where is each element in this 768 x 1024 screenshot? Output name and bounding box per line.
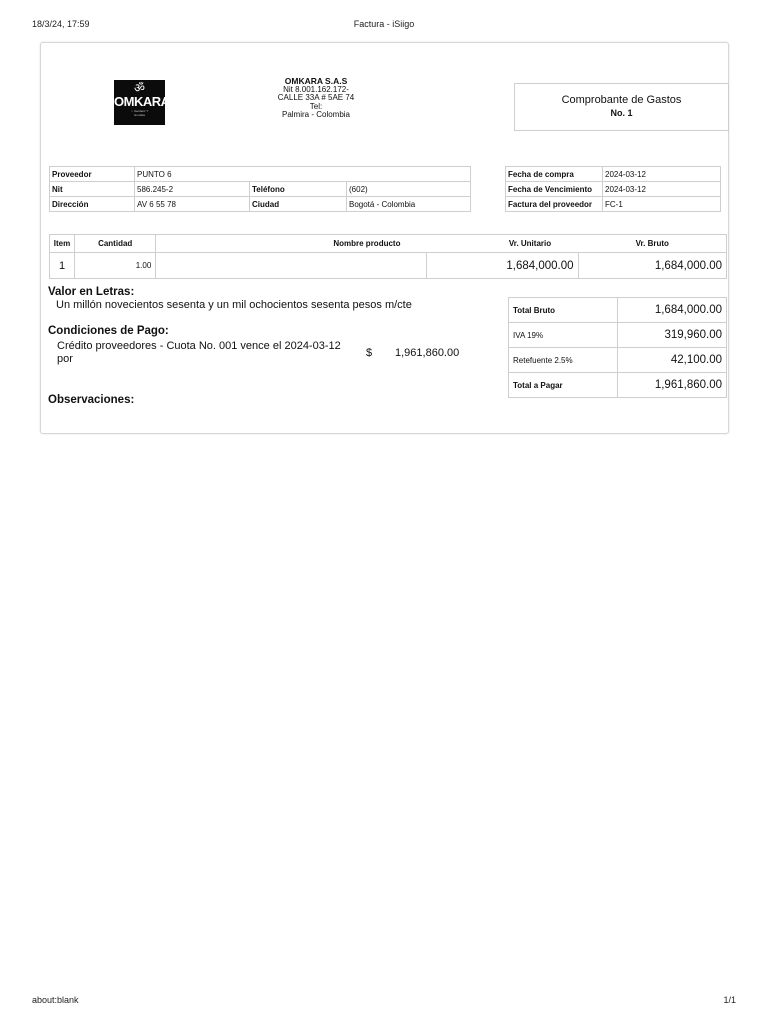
fecha-compra-value: 2024-03-12 (603, 167, 721, 182)
document-type: Comprobante de Gastos (561, 94, 682, 106)
logo-tagline-2: la metta (134, 113, 145, 117)
condiciones-currency: $ (366, 347, 373, 359)
print-footer-url: about:blank (32, 995, 79, 1005)
valor-letras-label: Valor en Letras: (48, 286, 135, 298)
col-unitario-header: Vr. Unitario (480, 235, 580, 252)
row-producto (156, 253, 427, 279)
condiciones-label: Condiciones de Pago: (48, 325, 169, 337)
totals-table (508, 297, 727, 398)
company-phone: Tel: (309, 101, 323, 111)
row-unitario: 1,684,000.00 (427, 253, 578, 279)
company-city: Palmira - Colombia (281, 110, 351, 120)
condiciones-amount: 1,961,860.00 (395, 347, 460, 359)
items-table (49, 234, 727, 279)
proveedor-label: Proveedor (50, 167, 135, 182)
company-info (241, 77, 391, 120)
print-page-count: 1/1 (723, 995, 736, 1005)
total-pagar-label: Total a Pagar (509, 373, 618, 398)
document-number: No. 1 (610, 108, 633, 118)
col-item-header: Item (50, 235, 75, 253)
retefuente-label: Retefuente 2.5% (509, 348, 618, 373)
supplier-table (49, 166, 471, 212)
om-symbol-icon: ॐ (134, 81, 145, 95)
telefono-label: Teléfono (250, 182, 347, 197)
iva-value: 319,960.00 (618, 323, 727, 348)
retefuente-value: 42,100.00 (618, 348, 727, 373)
dates-table (505, 166, 721, 212)
ciudad-label: Ciudad (250, 197, 347, 212)
company-logo (114, 80, 170, 125)
print-datetime: 18/3/24, 17:59 (32, 19, 90, 29)
nit-value: 586.245-2 (135, 182, 250, 197)
iva-label: IVA 19% (509, 323, 618, 348)
telefono-value: (602) (347, 182, 471, 197)
row-item: 1 (50, 253, 75, 279)
condiciones-line1: Crédito proveedores - Cuota No. 001 vence el 2024-03-12 (57, 340, 341, 352)
total-bruto-row (509, 298, 727, 323)
fecha-vencimiento-value: 2024-03-12 (603, 182, 721, 197)
iva-row (509, 323, 727, 348)
col-bruto-header: Vr. Bruto (578, 235, 726, 253)
invoice-card (40, 42, 729, 434)
total-pagar-row (509, 373, 727, 398)
ciudad-value: Bogotá - Colombia (347, 197, 471, 212)
logo-text: OMKARA (114, 94, 170, 109)
direccion-label: Dirección (50, 197, 135, 212)
company-address: CALLE 33A # 5AE 74 (277, 93, 355, 103)
table-row (50, 253, 727, 279)
factura-proveedor-value: FC-1 (603, 197, 721, 212)
total-bruto-value: 1,684,000.00 (618, 298, 727, 323)
retefuente-row (509, 348, 727, 373)
condiciones-line2: por (57, 353, 73, 365)
document-type-box (514, 83, 729, 131)
print-page-title: Factura - iSiigo (353, 19, 415, 29)
proveedor-value: PUNTO 6 (135, 167, 471, 182)
valor-letras-text: Un millón novecientos sesenta y un mil ochocientos sesenta pesos m/cte (56, 299, 412, 311)
fecha-compra-label: Fecha de compra (506, 167, 603, 182)
fecha-vencimiento-label: Fecha de Vencimiento (506, 182, 603, 197)
factura-proveedor-label: Factura del proveedor (506, 197, 603, 212)
logo-tagline-1: ☼ Gerdenz Y (130, 109, 149, 113)
direccion-value: AV 6 55 78 (135, 197, 250, 212)
items-header-row (50, 235, 727, 253)
company-nit: Nit 8.001.162.172- (283, 84, 349, 94)
row-cantidad: 1.00 (75, 253, 156, 279)
col-cantidad-header: Cantidad (75, 235, 156, 253)
nit-label: Nit (50, 182, 135, 197)
col-producto-header: Nombre producto (156, 235, 578, 253)
row-bruto: 1,684,000.00 (578, 253, 726, 279)
company-name: OMKARA S.A.S (284, 76, 348, 86)
total-pagar-value: 1,961,860.00 (618, 373, 727, 398)
total-bruto-label: Total Bruto (509, 298, 618, 323)
observaciones-label: Observaciones: (48, 394, 135, 406)
